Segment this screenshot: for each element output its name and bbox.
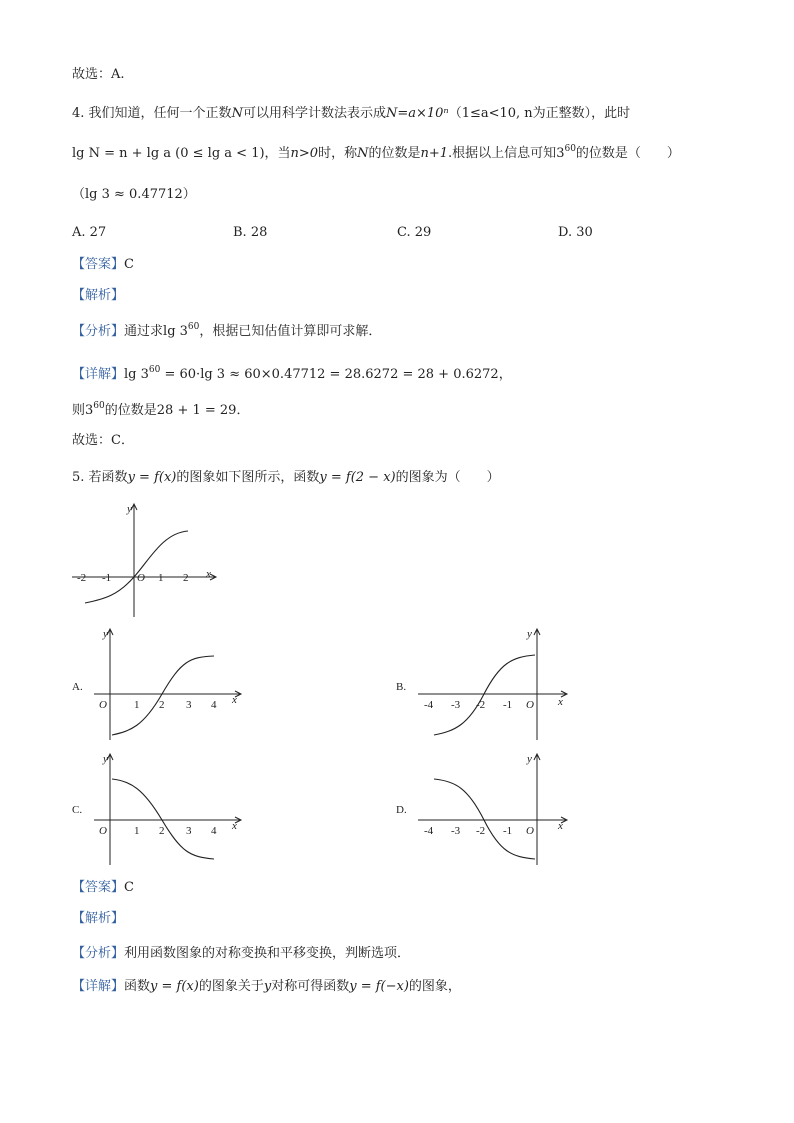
- svg-text:1: 1: [134, 699, 140, 711]
- svg-text:4: 4: [211, 825, 217, 837]
- svg-text:1: 1: [134, 825, 140, 837]
- option-c: C. 29: [397, 225, 432, 240]
- svg-text:C.: C.: [72, 804, 83, 816]
- option-d: D. 30: [558, 225, 593, 240]
- svg-text:-4: -4: [424, 825, 434, 837]
- svg-text:3: 3: [186, 825, 192, 837]
- graph-d: [396, 753, 567, 865]
- svg-text:-4: -4: [424, 699, 434, 711]
- svg-text:-2: -2: [476, 699, 486, 711]
- graph-main: [72, 503, 216, 617]
- graph-a: [72, 628, 241, 740]
- svg-text:y: y: [103, 628, 108, 640]
- svg-text:2: 2: [159, 699, 165, 711]
- svg-text:D.: D.: [396, 804, 407, 816]
- svg-text:y: y: [527, 753, 532, 765]
- svg-text:x: x: [232, 694, 237, 706]
- svg-text:2: 2: [183, 572, 189, 584]
- svg-text:O: O: [526, 825, 534, 837]
- svg-text:O: O: [526, 699, 534, 711]
- svg-text:-3: -3: [451, 825, 461, 837]
- q5-answer: 【答案】C: [72, 880, 134, 895]
- q4-line3: （lg 3 ≈ 0.47712）: [72, 187, 196, 202]
- svg-text:-1: -1: [503, 825, 513, 837]
- svg-text:-2: -2: [77, 572, 87, 584]
- svg-text:-1: -1: [503, 699, 513, 711]
- q5-stem: 5. 若函数y = f(x)的图象如下图所示，函数y = f(2 − x)的图象为（ ）: [72, 470, 500, 485]
- q5-analysis-tag: 【解析】: [72, 911, 125, 926]
- svg-text:x: x: [558, 820, 563, 832]
- q5-graphs: [0, 495, 794, 895]
- svg-text:1: 1: [158, 572, 164, 584]
- svg-text:y: y: [527, 628, 532, 640]
- q4-line1: 4. 我们知道，任何一个正数N可以用科学计数法表示成N=a×10ⁿ（1≤a<10, n为正整数），此时: [72, 106, 631, 121]
- svg-text:2: 2: [159, 825, 165, 837]
- svg-text:x: x: [558, 696, 563, 708]
- q5-fenxi: 【分析】利用函数图象的对称变换和平移变换，判断选项．: [72, 946, 411, 961]
- q4-xiangjie: 【详解】$\lg 3^{60} = 60\cdot\lg$ 3 ≈ 60×0.47712 = 28.6272 = 28 + 0.6272，: [72, 365, 512, 382]
- option-a: A. 27: [72, 225, 107, 240]
- svg-text:x: x: [232, 820, 237, 832]
- q4-conclusion: 则$3^{60}$的位数是28 + 1 = 29．: [72, 401, 250, 418]
- svg-text:x: x: [206, 568, 211, 580]
- svg-text:4: 4: [211, 699, 217, 711]
- option-b: B. 28: [233, 225, 268, 240]
- q4-choice: 故选：C．: [72, 433, 134, 448]
- svg-text:A.: A.: [72, 681, 83, 693]
- q4-answer: 【答案】C: [72, 257, 134, 272]
- graph-b: [396, 628, 567, 740]
- line-prev-answer: 故选：A.: [72, 67, 125, 82]
- svg-text:B.: B.: [396, 681, 407, 693]
- svg-text:-2: -2: [476, 825, 486, 837]
- svg-text:3: 3: [186, 699, 192, 711]
- svg-text:y: y: [127, 503, 132, 515]
- graph-c: [72, 753, 241, 865]
- q4-line2: lg N = n + lg a (0 ≤ lg a < 1)，当n>0时，称N的位数是n+1.根据以上信息可知$3^{60}$的位数是（ ）: [72, 144, 680, 161]
- q4-analysis-tag: 【解析】: [72, 288, 125, 303]
- svg-text:-1: -1: [102, 572, 112, 584]
- q4-fenxi: 【分析】通过求$\lg 3^{60}$，根据已知估值计算即可求解．: [72, 322, 382, 339]
- svg-text:O: O: [99, 825, 107, 837]
- q5-xiangjie: 【详解】函数y = f(x)的图象关于y对称可得函数y = f(−x)的图象，: [72, 979, 461, 994]
- svg-text:O: O: [137, 572, 145, 584]
- svg-text:O: O: [99, 699, 107, 711]
- svg-text:y: y: [103, 753, 108, 765]
- svg-text:-3: -3: [451, 699, 461, 711]
